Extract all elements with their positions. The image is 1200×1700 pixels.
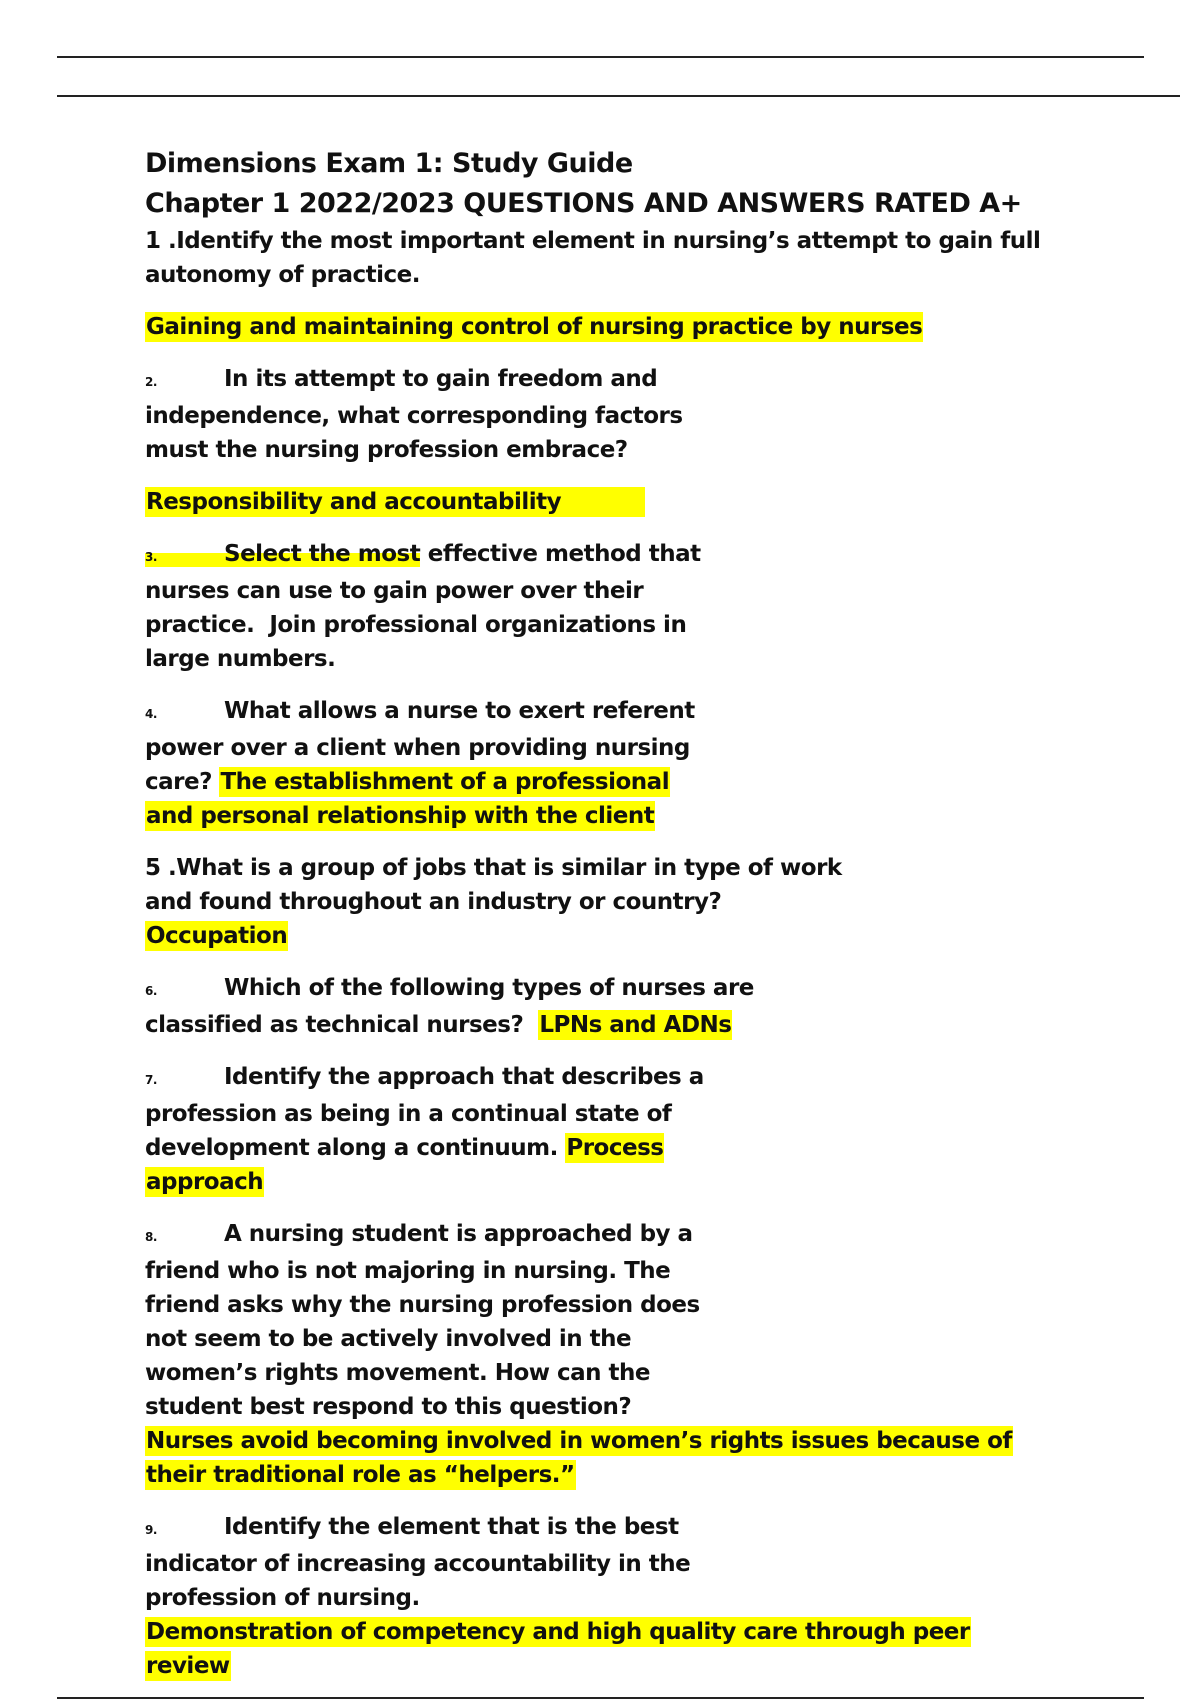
- question-number: 3.: [145, 550, 157, 564]
- answer-text: Responsibility and accountability: [145, 487, 645, 517]
- question-text: What is a group of jobs that is similar in type of work and found throughout an industry or country?: [145, 855, 842, 915]
- top-rule: [57, 56, 1144, 58]
- header-rule: [57, 95, 1180, 97]
- question-number: 8.: [145, 1230, 157, 1244]
- question-9: [145, 1510, 745, 1615]
- question-6: [145, 971, 765, 1042]
- question-2: [145, 362, 745, 467]
- question-text: In its attempt to gain freedom and independence, what corresponding factors must the nursing profession embrace?: [145, 366, 683, 463]
- answer-text: Nurses avoid becoming involved in women’s rights issues because of their traditional role as “helpers.”: [146, 1428, 1012, 1488]
- question-8: [145, 1217, 745, 1424]
- question-text: Which of the following types of nurses are classified as technical nurses?: [145, 975, 754, 1038]
- question-5: [145, 851, 865, 953]
- question-number: 5 .: [145, 855, 177, 881]
- question-text: Identify the most important element in nursing’s attempt to gain full autonomy of practice.: [145, 228, 1041, 288]
- answer-text: Process approach: [146, 1135, 664, 1195]
- answer-9: [145, 1615, 1045, 1683]
- question-7: [145, 1060, 765, 1199]
- question-number: 7.: [145, 1073, 157, 1087]
- answer-text: Occupation: [146, 923, 288, 949]
- question-4: [145, 694, 705, 833]
- answer-text: Demonstration of competency and high quality care through peer review: [146, 1619, 970, 1679]
- question-1: [145, 224, 1045, 292]
- answer-text: Gaining and maintaining control of nursing practice by nurses: [146, 314, 923, 340]
- question-text: Identify the element that is the best indicator of increasing accountability in the profession of nursing.: [145, 1514, 691, 1611]
- question-number: 2.: [145, 375, 157, 389]
- answer-8: [145, 1424, 1025, 1492]
- answer-text: The establishment of a professional and personal relationship with the client: [146, 769, 670, 829]
- question-3: [145, 537, 745, 676]
- answer-text: Join professional organizations in large numbers.: [145, 612, 687, 672]
- answer-2: [145, 485, 1045, 519]
- question-text: What allows a nurse to exert referent power over a client when providing nursing care?: [145, 698, 695, 795]
- document-title: Dimensions Exam 1: Study Guide: [145, 148, 633, 179]
- question-number: 4.: [145, 707, 157, 721]
- document-body: [145, 144, 1045, 1683]
- bottom-rule: [57, 1697, 1144, 1699]
- question-number: 1 .: [145, 228, 177, 254]
- question-number: 6.: [145, 984, 157, 998]
- answer-1: [145, 310, 1045, 344]
- question-number: 9.: [145, 1523, 157, 1537]
- document-subtitle: Chapter 1 2022/2023 QUESTIONS AND ANSWERS RATED A+: [145, 188, 1022, 219]
- question-text: A nursing student is approached by a friend who is not majoring in nursing. The friend asks why the nursing profession does not seem to be actively involved in the women’s rights movement. How can the student best respond to this question?: [145, 1221, 700, 1420]
- question-text: Select the most effective method that nurses can use to gain power over their practice.: [145, 541, 701, 638]
- answer-text: LPNs and ADNs: [539, 1012, 732, 1038]
- question-text: Identify the approach that describes a profession as being in a continual state of development along a continuum.: [145, 1064, 704, 1161]
